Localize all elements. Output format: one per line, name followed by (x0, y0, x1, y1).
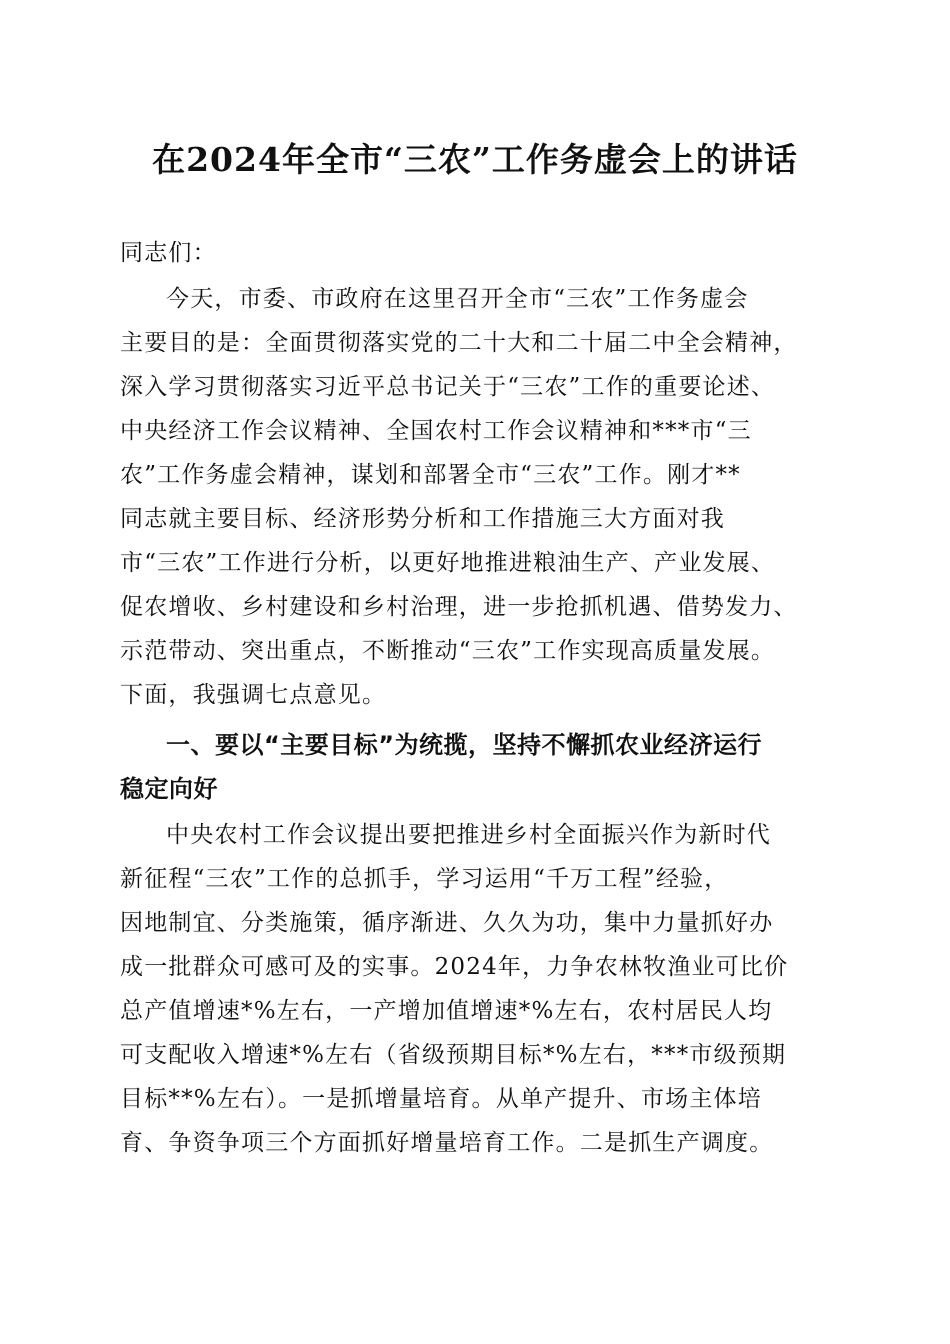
paragraph-line: 中央农村工作会议提出要把推进乡村全面振兴作为新时代 (166, 822, 771, 848)
paragraph-line: 下面，我强调七点意见。 (120, 682, 387, 708)
paragraph-line: 育、争资争项三个方面抓好增量培育工作。二是抓生产调度。 (120, 1130, 774, 1156)
section-heading: 一、要以“主要目标”为统揽，坚持不懈抓农业经济运行 (166, 731, 763, 759)
document-title: 在2024年全市“三农”工作务虚会上的讲话 (152, 140, 798, 179)
paragraph-line: 市“三农”工作进行分析，以更好地推进粮油生产、产业发展、 (120, 550, 776, 576)
paragraph-line: 可支配收入增速*%左右（省级预期目标*%左右，***市级预期 (120, 1042, 787, 1068)
paragraph-line: 农”工作务虚会精神，谋划和部署全市“三农”工作。刚才** (120, 462, 741, 488)
paragraph-line: 同志就主要目标、经济形势分析和工作措施三大方面对我 (120, 506, 725, 532)
paragraph-line: 成一批群众可感可及的实事。2024年，力争农林牧渔业可比价 (120, 954, 789, 980)
paragraph-line: 目标**%左右）。一是抓增量培育。从单产提升、市场主体培 (120, 1086, 762, 1112)
paragraph-line: 新征程“三农”工作的总抓手，学习运用“千万工程”经验， (120, 866, 729, 892)
paragraph-line: 主要目的是：全面贯彻落实党的二十大和二十届二中全会精神， (120, 330, 798, 356)
paragraph-line: 促农增收、乡村建设和乡村治理，进一步抢抓机遇、借势发力、 (120, 594, 798, 620)
paragraph-line: 中央经济工作会议精神、全国农村工作会议精神和***市“三 (120, 418, 752, 444)
paragraph-line: 今天，市委、市政府在这里召开全市“三农”工作务虚会 (166, 286, 749, 312)
paragraph-line: 因地制宜、分类施策，循序渐进、久久为功，集中力量抓好办 (120, 910, 774, 936)
paragraph-line: 总产值增速*%左右，一产增加值增速*%左右，农村居民人均 (120, 998, 773, 1024)
paragraph-line: 深入学习贯彻落实习近平总书记关于“三农”工作的重要论述、 (120, 374, 776, 400)
section-heading: 稳定向好 (120, 775, 218, 803)
salutation: 同志们： (120, 240, 217, 266)
paragraph-line: 示范带动、突出重点，不断推动“三农”工作实现高质量发展。 (120, 638, 776, 664)
